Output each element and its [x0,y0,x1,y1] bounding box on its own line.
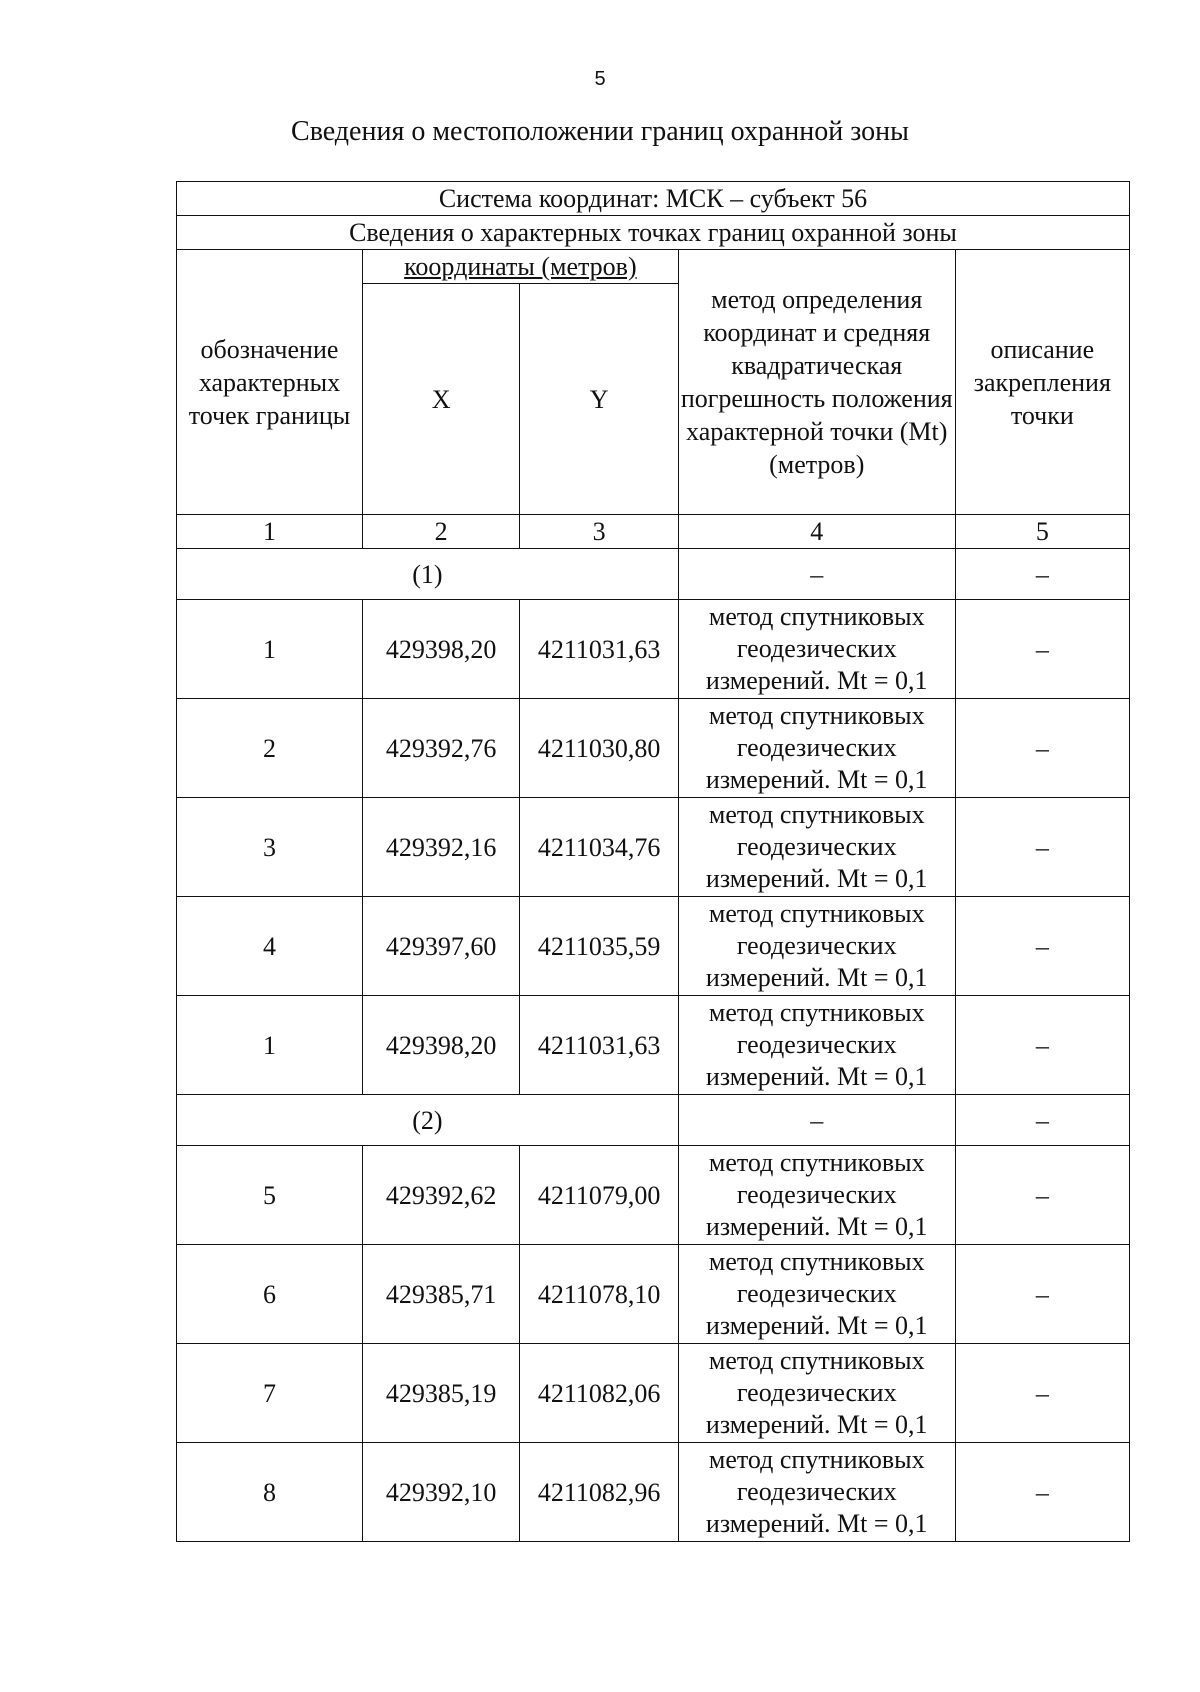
group-method: – [678,1095,955,1146]
header-coordinates-label: координаты (метров) [404,252,637,281]
header-y: Y [520,284,678,515]
group-label: (2) [177,1095,679,1146]
header-row [177,250,1130,284]
table-row [177,1245,1130,1344]
coord-y: 4211035,59 [520,897,678,996]
section-title: Сведения о характерных точках границ охранной зоны [177,216,1130,250]
table-row [177,699,1130,798]
point-number: 5 [177,1146,363,1245]
boundary-points-table [176,181,1130,1542]
method: метод спутниковых геодезических измерений. Mt = 0,1 [678,699,955,798]
coord-x: 429392,76 [362,699,519,798]
table-row [177,897,1130,996]
coord-x: 429392,62 [362,1146,519,1245]
coord-y: 4211034,76 [520,798,678,897]
method: метод спутниковых геодезических измерений. Mt = 0,1 [678,996,955,1095]
method: метод спутниковых геодезических измерений. Mt = 0,1 [678,897,955,996]
method: метод спутниковых геодезических измерений. Mt = 0,1 [678,1146,955,1245]
coord-x: 429392,16 [362,798,519,897]
point-number: 3 [177,798,363,897]
coord-system: Система координат: МСК – субъект 56 [177,182,1130,216]
method: метод спутниковых геодезических измерений. Mt = 0,1 [678,1245,955,1344]
description: – [955,699,1129,798]
description: – [955,1344,1129,1443]
method: метод спутниковых геодезических измерений. Mt = 0,1 [678,1344,955,1443]
group-row [177,549,1130,600]
header-description: описание закрепления точки [955,250,1129,515]
table-row [177,996,1130,1095]
group-description: – [955,1095,1129,1146]
description: – [955,897,1129,996]
header-point-designation: обозначение характерных точек границы [177,250,363,515]
coord-system-row [177,182,1130,216]
description: – [955,996,1129,1095]
point-number: 2 [177,699,363,798]
description: – [955,1443,1129,1542]
table-row [177,798,1130,897]
coord-y: 4211031,63 [520,600,678,699]
coord-y: 4211079,00 [520,1146,678,1245]
coord-y: 4211082,96 [520,1443,678,1542]
coord-x: 429397,60 [362,897,519,996]
table-row [177,600,1130,699]
coord-x: 429385,19 [362,1344,519,1443]
group-row [177,1095,1130,1146]
table-row [177,1443,1130,1542]
group-method: – [678,549,955,600]
page-number: 5 [594,68,606,90]
table-body [177,182,1130,1542]
coord-x: 429392,10 [362,1443,519,1542]
column-number: 3 [520,515,678,549]
header-method: метод определения координат и средняя квадратическая погрешность положения характерной точки (Mt) (метров) [678,250,955,515]
point-number: 4 [177,897,363,996]
description: – [955,1245,1129,1344]
header-coordinates [362,250,678,284]
method: метод спутниковых геодезических измерений. Mt = 0,1 [678,1443,955,1542]
description: – [955,798,1129,897]
coord-x: 429398,20 [362,600,519,699]
coord-y: 4211031,63 [520,996,678,1095]
group-label: (1) [177,549,679,600]
method: метод спутниковых геодезических измерений. Mt = 0,1 [678,600,955,699]
coord-y: 4211030,80 [520,699,678,798]
group-description: – [955,549,1129,600]
point-number: 7 [177,1344,363,1443]
document-title: Сведения о местоположении границ охранной зоны [291,116,909,147]
point-number: 1 [177,600,363,699]
method: метод спутниковых геодезических измерений. Mt = 0,1 [678,798,955,897]
column-number: 1 [177,515,363,549]
coord-y: 4211082,06 [520,1344,678,1443]
coord-y: 4211078,10 [520,1245,678,1344]
table-row [177,1146,1130,1245]
header-x: X [362,284,519,515]
section-title-row [177,216,1130,250]
column-number: 2 [362,515,519,549]
table-row [177,1344,1130,1443]
description: – [955,1146,1129,1245]
point-number: 1 [177,996,363,1095]
column-number: 5 [955,515,1129,549]
point-number: 6 [177,1245,363,1344]
coord-x: 429385,71 [362,1245,519,1344]
point-number: 8 [177,1443,363,1542]
column-number-row [177,515,1130,549]
description: – [955,600,1129,699]
coord-x: 429398,20 [362,996,519,1095]
column-number: 4 [678,515,955,549]
